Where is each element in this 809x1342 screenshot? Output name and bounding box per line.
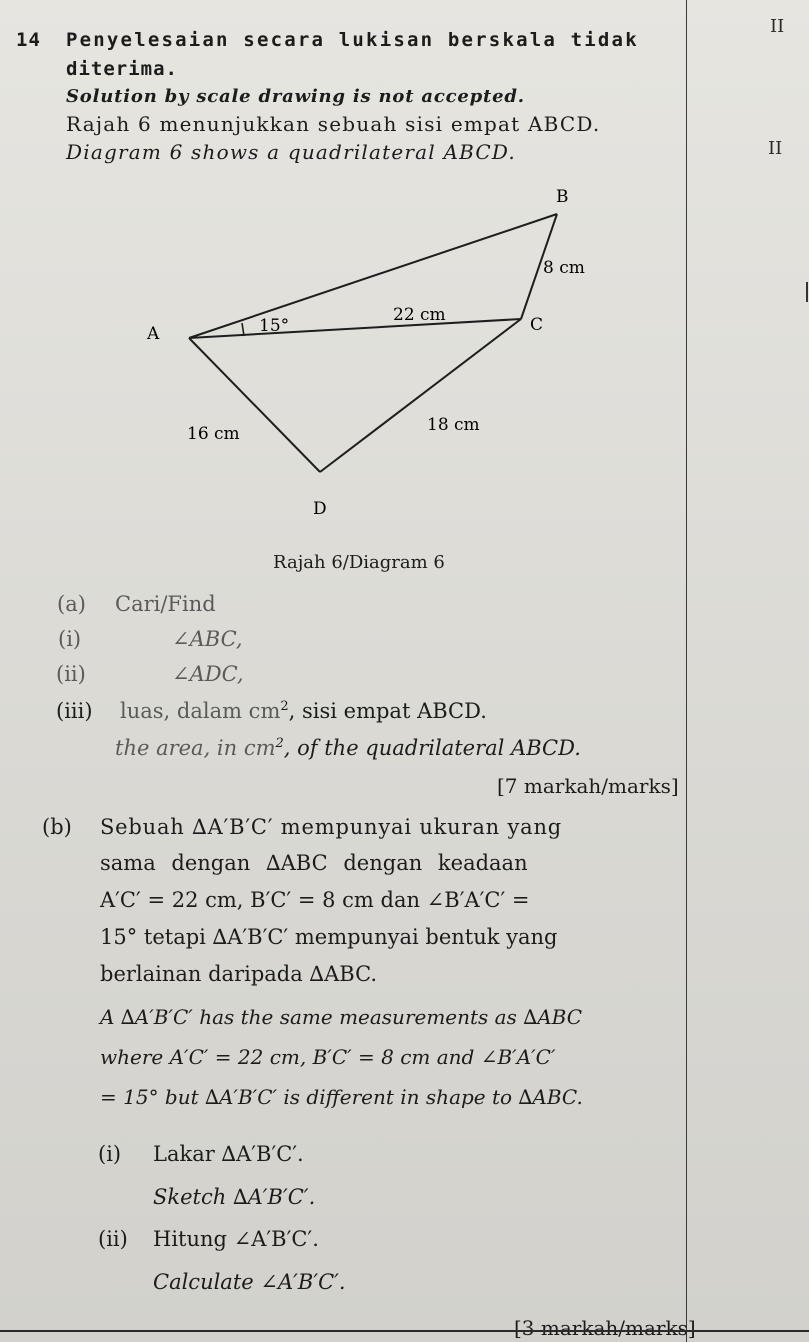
part-b-ms-line3: A′C′ = 22 cm, B′C′ = 8 cm dan ∠B′A′C′ = <box>100 888 530 912</box>
part-a-title: Cari/Find <box>115 592 216 616</box>
part-b-ms-line2: sama dengan ∆ABC dengan keadaan <box>100 851 528 875</box>
part-a-iii-ms: luas, dalam $cm^2$, sisi empat ABCD. <box>120 699 487 723</box>
length-cd-label: 18 cm <box>427 415 480 435</box>
vertex-b-label: B <box>556 187 569 207</box>
part-a-iii-en: the area, in $cm^2$, of the quadrilateral ABCD. <box>115 736 581 760</box>
part-b-ms-line4: 15° tetapi ∆A′B′C′ mempunyai bentuk yang <box>100 925 558 949</box>
stem-en: Diagram 6 shows a quadrilateral ABCD. <box>66 140 516 164</box>
part-b-marks: [3 markah/marks] <box>514 1316 696 1340</box>
part-a-ii-number: (ii) <box>56 662 86 686</box>
vertex-a-label: A <box>147 324 160 344</box>
diagram-caption: Rajah 6/Diagram 6 <box>273 552 445 573</box>
part-b-ii-ms: Hitung ∠A′B′C′. <box>153 1227 319 1251</box>
side-ad <box>189 338 320 472</box>
part-b-ms-line1: Sebuah ∆A′B′C′ mempunyai ukuran yang <box>100 815 563 839</box>
part-b-en-line3: = 15° but ∆A′B′C′ is different in shape to ∆ABC. <box>100 1085 583 1109</box>
part-b-ms-line5: berlainan daripada ∆ABC. <box>100 962 378 986</box>
stem-ms: Rajah 6 menunjukkan sebuah sisi empat ABCD. <box>66 112 601 136</box>
part-b-ii-number: (ii) <box>98 1227 128 1251</box>
part-b-ii-en: Calculate ∠A′B′C′. <box>153 1270 346 1294</box>
instruction-ms-line2: diterima. <box>66 58 178 80</box>
part-a-ii-text: ∠ADC, <box>172 662 244 686</box>
length-bc-label: 8 cm <box>543 258 585 278</box>
vertex-c-label: C <box>530 315 544 335</box>
part-b-i-number: (i) <box>98 1142 122 1166</box>
margin-mark-mid: II <box>768 138 783 159</box>
margin-mark-top: II <box>770 16 785 37</box>
angle-label: 15° <box>259 316 290 336</box>
length-ad-label: 16 cm <box>187 424 240 444</box>
part-a-i-number: (i) <box>58 627 82 651</box>
part-b-i-ms: Lakar ∆A′B′C′. <box>153 1142 304 1166</box>
part-a-label: (a) <box>57 592 86 616</box>
quadrilateral-diagram <box>0 0 809 560</box>
part-b-en-line2: where A′C′ = 22 cm, B′C′ = 8 cm and ∠B′A′C′ <box>100 1045 556 1069</box>
part-b-label: (b) <box>42 815 72 839</box>
vertex-d-label: D <box>313 499 327 519</box>
part-b-en-line1: A ∆A′B′C′ has the same measurements as ∆ABC <box>100 1005 583 1029</box>
instruction-en: Solution by scale drawing is not accepted. <box>66 86 525 107</box>
part-b-i-en: Sketch ∆A′B′C′. <box>153 1185 316 1209</box>
part-a-marks: [7 markah/marks] <box>497 774 679 798</box>
instruction-ms-line1: Penyelesaian secara lukisan berskala tidak <box>66 29 639 51</box>
length-ac-label: 22 cm <box>393 305 446 325</box>
part-a-i-text: ∠ABC, <box>172 627 243 651</box>
bottom-rule <box>0 1330 809 1332</box>
part-a-iii-number: (iii) <box>56 699 93 723</box>
question-number: 14 <box>16 29 41 51</box>
side-dc <box>320 319 521 472</box>
